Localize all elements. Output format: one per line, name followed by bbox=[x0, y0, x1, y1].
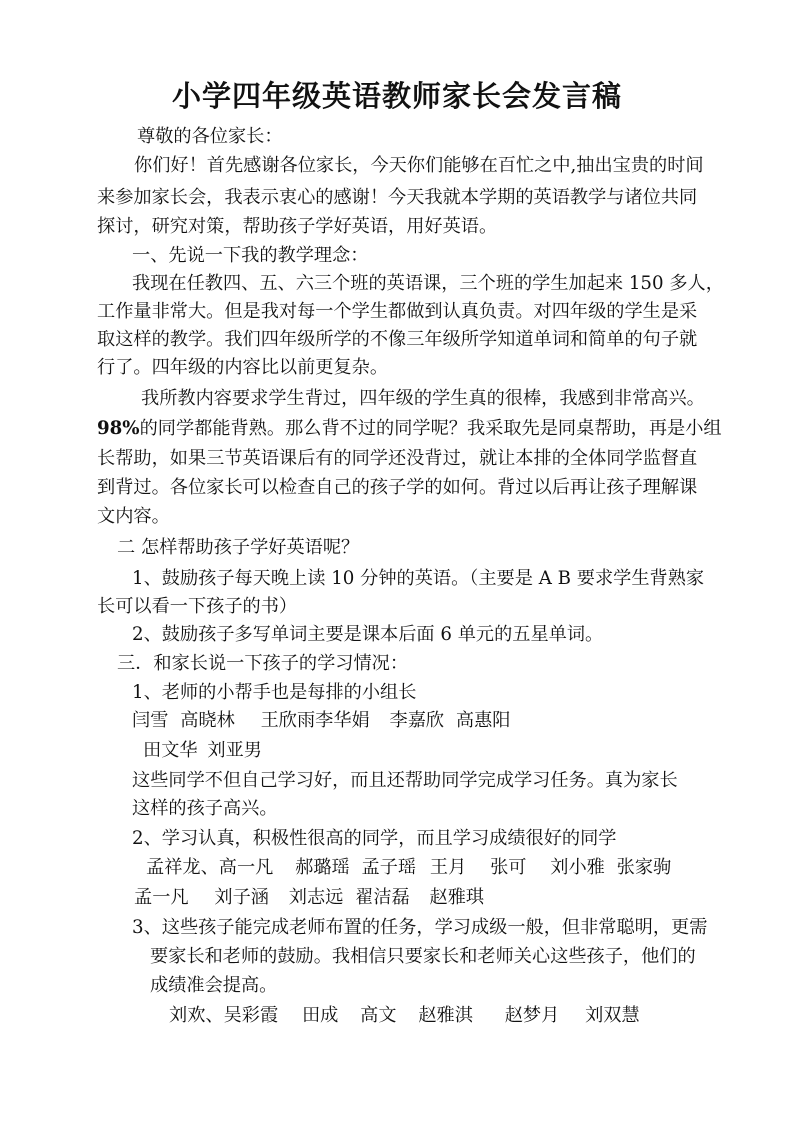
student-name: 王月 bbox=[429, 857, 467, 878]
student-name: 赵雅淇 bbox=[418, 1005, 473, 1026]
section1-para2-line-1: 我所教内容要求学生背过，四年级的学生真的很棒，我感到非常高兴。 bbox=[141, 388, 705, 409]
diligent-names-row-1 bbox=[146, 855, 671, 881]
intro-line-2: 来参加家长会，我表示衷心的感谢！今天我就本学期的英语教学与诸位共同 bbox=[97, 187, 698, 208]
section2-item1-line-2: 长可以看一下孩子的书） bbox=[97, 596, 298, 617]
student-name: 高惠阳 bbox=[455, 710, 511, 731]
student-name: 王欣雨李华娟 bbox=[260, 710, 370, 731]
section1-para1-line-2: 工作量非常大。但是我对每一个学生都做到认真负责。对四年级的学生是采 bbox=[97, 301, 698, 322]
section1-para2-line-2 bbox=[97, 416, 722, 442]
student-name: 翟洁磊 bbox=[355, 887, 410, 908]
section1-para2-line-5: 文内容。 bbox=[97, 506, 170, 527]
section3-heading: 三．和家长说一下孩子的学习情况： bbox=[117, 653, 409, 674]
student-name: 刘欢、吴彩霞 bbox=[169, 1005, 279, 1026]
section3-item3-line-1: 3、这些孩子能完成老师布置的任务，学习成级一般，但非常聪明，更需 bbox=[132, 917, 708, 938]
section1-para2-line-3: 长帮助，如果三节英语课后有的同学还没背过，就让本排的全体同学监督直 bbox=[97, 448, 698, 469]
student-name: 孟子瑶 bbox=[361, 857, 417, 878]
section1-para1-line-3: 取这样的教学。我们四年级所学的不像三年级所学知道单词和简单的句子就 bbox=[97, 329, 698, 350]
helper-note-line-1: 这些同学不但自己学习好，而且还帮助同学完成学习任务。真为家长 bbox=[132, 770, 678, 791]
student-name: 高文 bbox=[360, 1005, 397, 1026]
section1-para2-line-4: 到背过。各位家长可以检查自己的孩子学的如何。背过以后再让孩子理解课 bbox=[97, 477, 698, 498]
helper-names-row-2 bbox=[143, 738, 262, 764]
diligent-names-row-2 bbox=[134, 885, 484, 911]
student-name: 赵梦月 bbox=[504, 1005, 560, 1026]
percent-value: 98% bbox=[97, 418, 140, 439]
student-name: 孟一凡 bbox=[134, 887, 189, 908]
section1-heading: 一、先说一下我的教学理念： bbox=[132, 245, 369, 266]
student-name: 刘亚男 bbox=[207, 740, 262, 761]
student-name: 田成 bbox=[301, 1005, 339, 1026]
encourage-names-row bbox=[169, 1003, 640, 1029]
intro-line-1: 你们好！首先感谢各位家长，今天你们能够在百忙之中,抽出宝贵的时间 bbox=[134, 155, 704, 176]
student-name: 田文华 bbox=[143, 740, 198, 761]
section2-item1-line-1: 1、鼓励孩子每天晚上读 10 分钟的英语。（主要是 A B 要求学生背熟家 bbox=[132, 568, 705, 589]
student-name: 高晓林 bbox=[180, 710, 235, 731]
intro-line-3: 探讨，研究对策，帮助孩子学好英语，用好英语。 bbox=[97, 216, 498, 237]
student-name: 刘志远 bbox=[288, 887, 344, 908]
helper-note-line-2: 这样的孩子高兴。 bbox=[132, 798, 278, 819]
student-name: 张家驹 bbox=[616, 857, 672, 878]
helper-names-row-1 bbox=[132, 708, 510, 734]
student-name: 张可 bbox=[490, 857, 527, 878]
section3-item2-heading: 2、学习认真，积极性很高的同学，而且学习成绩很好的同学 bbox=[132, 828, 617, 849]
section3-item1-heading: 1、老师的小帮手也是每排的小组长 bbox=[132, 682, 417, 703]
section2-item2: 2、鼓励孩子多写单词主要是课本后面 6 单元的五星单词。 bbox=[132, 624, 604, 645]
student-name: 李嘉欣 bbox=[389, 710, 445, 731]
student-name: 刘子涵 bbox=[214, 887, 269, 908]
student-name: 刘双慧 bbox=[585, 1005, 640, 1026]
student-name: 赵雅琪 bbox=[429, 887, 485, 908]
section1-para1-line-4: 行了。四年级的内容比以前更复杂。 bbox=[97, 357, 389, 378]
student-name: 闫雪 bbox=[132, 710, 169, 731]
para2-rest-text: 的同学都能背熟。那么背不过的同学呢？我采取先是同桌帮助，再是小组 bbox=[139, 418, 722, 439]
student-name: 郝璐瑶 bbox=[295, 857, 350, 878]
section3-item3-line-2: 要家长和老师的鼓励。我相信只要家长和老师关心这些孩子，他们的 bbox=[150, 946, 696, 967]
student-name: 孟祥龙、高一凡 bbox=[146, 857, 274, 878]
greeting: 尊敬的各位家长： bbox=[137, 126, 283, 147]
section3-item3-line-3: 成绩准会提高。 bbox=[150, 975, 278, 996]
document-title: 小学四年级英语教师家长会发言稿 bbox=[171, 79, 622, 113]
student-name: 刘小雅 bbox=[550, 857, 605, 878]
section1-para1-line-1: 我现在任教四、五、六三个班的英语课，三个班的学生加起来 150 多人， bbox=[132, 273, 724, 294]
section2-heading: 二 怎样帮助孩子学好英语呢？ bbox=[117, 537, 360, 558]
